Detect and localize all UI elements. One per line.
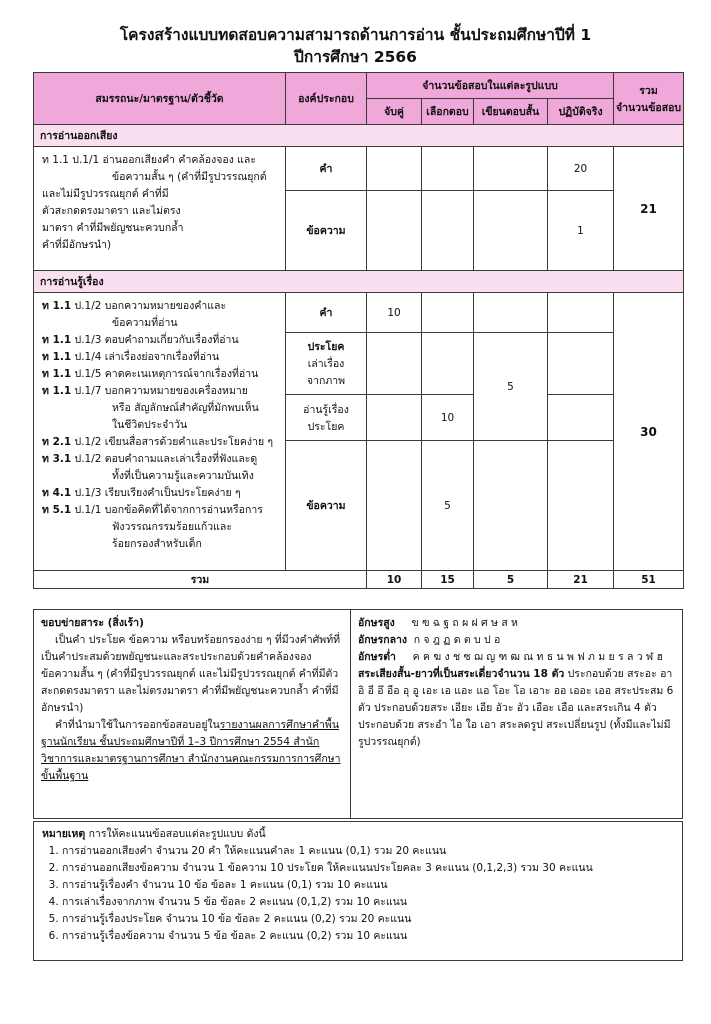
- scope-para1: เป็นคำ ประโยค ข้อความ หรือบทร้อยกรองง่าย ๆ ที่มีวงคำศัพท์ที่เป็นคำประสมด้วยพยัญชนะและสระประกอบด้วยคำคล้องจอง ข้อความสั้น ๆ (คำที่มีรูปวรรณยุกต์ และไม่มีรูปวรรณยุกต์ คำที่มีตัวสะกดตรงมาตรา และไม่ตรงมาตรา คำที่มีพยัญชนะควบกล้ำ คำที่มีอักษรนำ): [41, 634, 341, 714]
- note-item: 1. การอ่านออกเสียงคำ จำนวน 20 คำ ให้คะแนนคำละ 1 คะแนน (0,1) รวม 20 คะแนน: [62, 843, 674, 860]
- section1-indicator: ท 1.1 ป.1/1 อ่านออกเสียงคำ คำคล้องจอง และ ข้อความสั้น ๆ (คำที่มีรูปวรรณยุกต์ และไม่มีรูปวรรณยุกต์ คำที่มี ตัวสะกดตรงมาตรา และไม่ตรง มาตรา คำที่มีพยัญชนะควบกล้ำ คำที่มีอักษรนำ): [34, 147, 286, 271]
- low-letters: อักษรต่ำ ค ฅ ฆ ง ช ซ ฌ ญ ฑ ฒ ณ ท ธ น พ ฟ ภ ม ย ร ล ว ฬ ฮ: [358, 651, 663, 663]
- vowels: สระเสียงสั้น-ยาวที่เป็นสระเดี่ยวจำนวน 18 ตัว ประกอบด้วย สระอะ อา อิ อี อึ อือ อุ อู เอะ เอ แอะ แอ โอะ โอ เอาะ ออ เออะ เออ สระประสม 6 ตัว ประกอบด้วยสระ เอียะ เอีย อัวะ อัว เอือะ เอือ และสระเกิน 4 ตัว ประกอบด้วย สระอำ ไอ ใอ เอา สระลดรูป สระเปลี่ยนรูป (ทั้งมีและไม่มีรูปวรรณยุกต์): [358, 668, 674, 748]
- component-word-2: คำ: [286, 293, 367, 333]
- total-match: 10: [367, 571, 422, 589]
- note-item: 2. การอ่านออกเสียงข้อความ จำนวน 1 ข้อความ 10 ประโยค ให้คะแนนประโยคละ 3 คะแนน (0,1,2,3) รวม 30 คะแนน: [62, 860, 674, 877]
- total-choice: 15: [422, 571, 474, 589]
- header-total: รวม จำนวนข้อสอบ: [614, 73, 684, 125]
- section-reading-comprehension-title: การอ่านรู้เรื่อง: [34, 271, 684, 293]
- total-practice: 21: [548, 571, 614, 589]
- note-box: [33, 821, 683, 961]
- note-item: 3. การอ่านรู้เรื่องคำ จำนวน 10 ข้อ ข้อละ 1 คะแนน (0,1) รวม 10 คะแนน: [62, 877, 674, 894]
- component-sentence-reading: อ่านรู้เรื่อง ประโยค: [286, 395, 367, 441]
- total-all: 51: [614, 571, 684, 589]
- s1-word-practice: 20: [548, 147, 614, 191]
- total-short: 5: [474, 571, 548, 589]
- letters-box: [351, 609, 683, 819]
- test-structure-table: [33, 72, 684, 589]
- component-passage-2: ข้อความ: [286, 441, 367, 571]
- note-list: [42, 843, 674, 945]
- scope-box: [33, 609, 351, 819]
- mid-letters: อักษรกลาง ก จ ฎ ฏ ด ต บ ป อ: [358, 634, 501, 646]
- scope-title: ขอบข่ายสาระ (สิ่งเร้า): [41, 617, 144, 629]
- note-item: 4. การเล่าเรื่องจากภาพ จำนวน 5 ข้อ ข้อละ 2 คะแนน (0,1,2) รวม 10 คะแนน: [62, 894, 674, 911]
- note-item: 6. การอ่านรู้เรื่องข้อความ จำนวน 5 ข้อ ข้อละ 2 คะแนน (0,2) รวม 10 คะแนน: [62, 928, 674, 945]
- header-component: องค์ประกอบ: [286, 73, 367, 125]
- header-type-short: เขียนตอบสั้น: [474, 99, 548, 125]
- header-item-count-group: จำนวนข้อสอบในแต่ละรูปแบบ: [367, 73, 614, 99]
- page-title: โครงสร้างแบบทดสอบความสามารถด้านการอ่าน ชั้นประถมศึกษาปีที่ 1: [119, 26, 592, 44]
- high-letters: อักษรสูง ข ฃ ฉ ฐ ถ ผ ฝ ศ ษ ส ห: [358, 617, 518, 629]
- s1-passage-practice: 1: [548, 191, 614, 271]
- header-competency: สมรรถนะ/มาตรฐาน/ตัวชี้วัด: [34, 73, 286, 125]
- page-subtitle: ปีการศึกษา 2566: [294, 48, 417, 66]
- component-passage: ข้อความ: [286, 191, 367, 271]
- header-type-match: จับคู่: [367, 99, 422, 125]
- note-item: 5. การอ่านรู้เรื่องประโยค จำนวน 10 ข้อ ข้อละ 2 คะแนน (0,2) รวม 20 คะแนน: [62, 911, 674, 928]
- header-type-practice: ปฏิบัติจริง: [548, 99, 614, 125]
- header-type-choice: เลือกตอบ: [422, 99, 474, 125]
- note-intro: หมายเหตุ การให้คะแนนข้อสอบแต่ละรูปแบบ ดังนี้: [42, 828, 266, 840]
- s2-sentence-short: 5: [474, 333, 548, 441]
- section-reading-aloud-title: การอ่านออกเสียง: [34, 125, 684, 147]
- component-word: คำ: [286, 147, 367, 191]
- section2-indicators: ท 1.1 ป.1/2 บอกความหมายของคำและ ข้อความที่อ่าน ท 1.1 ป.1/3 ตอบคำถามเกี่ยวกับเรื่องที่อ่าน ท 1.1 ป.1/4 เล่าเรื่องย่อจากเรื่องที่อ่าน ท 1.1 ป.1/5 คาดคะเนเหตุการณ์จากเรื่องที่อ่าน ท 1.1 ป.1/7 บอกความหมายของเครื่องหมาย หรือ สัญลักษณ์สำคัญที่มักพบเห็น ในชีวิตประจำวัน ท 2.1 ป.1/2 เขียนสื่อสารด้วยคำและประโยคง่าย ๆ ท 3.1 ป.1/2 ตอบคำถามและเล่าเรื่องที่ฟังและดู ทั้งที่เป็นความรู้และความบันเทิง ท 4.1 ป.1/3 เรียบเรียงคำเป็นประโยคง่าย ๆ ท 5.1 ป.1/1 บอกข้อคิดที่ได้จากการอ่านหรือการ ฟังวรรณกรรมร้อยแก้วและ ร้อยกรองสำหรับเด็ก: [34, 293, 286, 571]
- s2-word-match: 10: [367, 293, 422, 333]
- s1-total: 21: [614, 147, 684, 271]
- s2-total: 30: [614, 293, 684, 571]
- component-sentence: ประโยค เล่าเรื่อง จากภาพ: [286, 333, 367, 395]
- s2-sentence-choice: 10: [422, 395, 474, 441]
- totals-label: รวม: [34, 571, 367, 589]
- scope-para2: คำที่นำมาใช้ในการออกข้อสอบอยู่ในรายงานผลการศึกษาคำพื้นฐานนักเรียน ชั้นประถมศึกษาปีที่ 1–3 ปีการศึกษา 2554 สำนักวิชาการและมาตรฐานการศึกษา สำนักงานคณะกรรมการการศึกษาขั้นพื้นฐาน: [41, 719, 341, 782]
- s2-passage-choice: 5: [422, 441, 474, 571]
